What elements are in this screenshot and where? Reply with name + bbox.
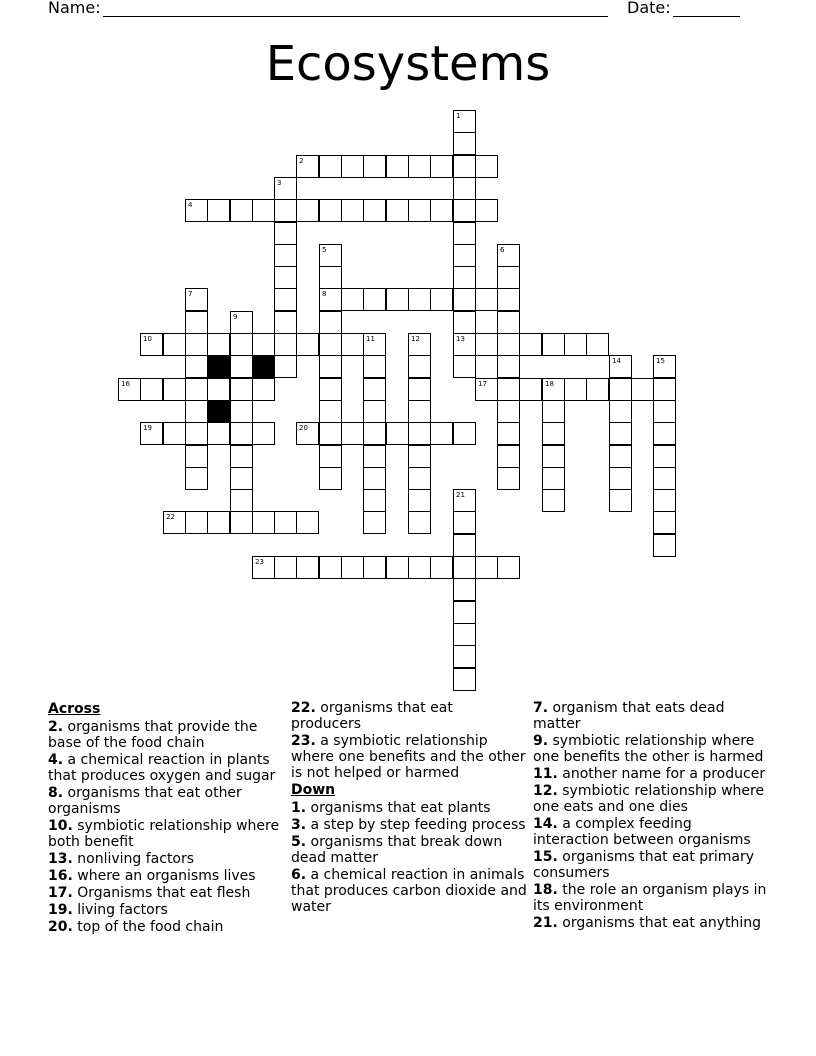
grid-cell[interactable]	[341, 288, 364, 311]
grid-cell[interactable]	[609, 400, 632, 423]
grid-cell[interactable]	[564, 378, 587, 401]
grid-cell[interactable]	[185, 333, 208, 356]
grid-cell[interactable]	[319, 445, 342, 468]
clue-down-7: 7. organism that eats dead matter	[533, 700, 725, 732]
grid-cell[interactable]	[296, 155, 319, 178]
grid-cell[interactable]	[274, 222, 297, 245]
grid-cell[interactable]	[363, 511, 386, 534]
grid-cell[interactable]	[453, 422, 476, 445]
grid-cell[interactable]	[319, 333, 342, 356]
clue-number: 22	[166, 513, 175, 521]
grid-cell[interactable]	[363, 199, 386, 222]
clues-column-2	[291, 700, 527, 916]
grid-cell[interactable]	[386, 422, 409, 445]
clues-column-1	[48, 700, 286, 936]
clue-across-23: 23. a symbiotic relationship where one benefits and the other is not helped or harmed	[291, 733, 526, 781]
grid-cell[interactable]	[430, 155, 453, 178]
clue-number: 9	[233, 313, 238, 321]
clue-across-10: 10. symbiotic relationship where both benefit	[48, 818, 280, 850]
grid-cell[interactable]	[274, 288, 297, 311]
clue-down-14: 14. a complex feeding interaction between organisms	[533, 816, 751, 848]
grid-cell[interactable]	[453, 601, 476, 624]
grid-cell[interactable]	[185, 511, 208, 534]
grid-cell[interactable]	[319, 311, 342, 334]
grid-cell[interactable]	[319, 355, 342, 378]
grid-cell[interactable]	[230, 445, 253, 468]
clue-down-1: 1. organisms that eat plants	[291, 800, 491, 816]
grid-cell[interactable]	[475, 556, 498, 579]
grid-cell[interactable]	[430, 422, 453, 445]
grid-cell[interactable]	[475, 288, 498, 311]
grid-cell[interactable]	[408, 378, 431, 401]
grid-cell[interactable]	[408, 155, 431, 178]
grid-cell[interactable]	[296, 422, 319, 445]
grid-cell[interactable]	[653, 445, 676, 468]
grid-cell[interactable]	[653, 378, 676, 401]
clue-across-20: 20. top of the food chain	[48, 919, 224, 935]
clue-number: 14	[612, 357, 621, 365]
grid-cell[interactable]	[653, 355, 676, 378]
grid-cell[interactable]	[230, 467, 253, 490]
clue-number: 2	[299, 157, 304, 165]
grid-cell[interactable]	[453, 199, 476, 222]
grid-cell[interactable]	[319, 155, 342, 178]
grid-cell[interactable]	[453, 511, 476, 534]
clue-down-5: 5. organisms that break down dead matter	[291, 834, 503, 866]
clue-across-8: 8. organisms that eat other organisms	[48, 785, 242, 817]
clue-down-3: 3. a step by step feeding process	[291, 817, 526, 833]
grid-cell[interactable]	[408, 556, 431, 579]
date-label: Date:	[627, 0, 671, 17]
grid-cell[interactable]	[542, 378, 565, 401]
grid-cell[interactable]	[453, 645, 476, 668]
grid-cell[interactable]	[274, 199, 297, 222]
grid-cell[interactable]	[408, 489, 431, 512]
grid-cell[interactable]	[497, 400, 520, 423]
grid-cell[interactable]	[363, 288, 386, 311]
grid-cell[interactable]	[497, 244, 520, 267]
clue-number: 20	[299, 424, 308, 432]
grid-cell[interactable]	[319, 244, 342, 267]
grid-cell[interactable]	[207, 378, 230, 401]
grid-cell[interactable]	[386, 288, 409, 311]
grid-cell[interactable]	[252, 378, 275, 401]
grid-cell[interactable]	[408, 355, 431, 378]
grid-cell[interactable]	[185, 199, 208, 222]
grid-cell[interactable]	[363, 155, 386, 178]
clue-across-19: 19. living factors	[48, 902, 168, 918]
clue-number: 11	[366, 335, 375, 343]
grid-cell[interactable]	[252, 333, 275, 356]
grid-cell[interactable]	[363, 422, 386, 445]
clue-number: 23	[255, 558, 264, 566]
grid-cell[interactable]	[519, 333, 542, 356]
grid-cell[interactable]	[230, 400, 253, 423]
grid-cell[interactable]	[296, 333, 319, 356]
clue-number: 21	[456, 491, 465, 499]
grid-cell[interactable]	[408, 445, 431, 468]
grid-cell[interactable]	[363, 489, 386, 512]
grid-cell[interactable]	[185, 400, 208, 423]
grid-cell[interactable]	[230, 511, 253, 534]
clue-number: 19	[143, 424, 152, 432]
grid-cell[interactable]	[453, 288, 476, 311]
grid-cell[interactable]	[408, 511, 431, 534]
clue-down-18: 18. the role an organism plays in its environment	[533, 882, 767, 914]
grid-cell[interactable]	[363, 556, 386, 579]
clue-number: 6	[500, 246, 505, 254]
grid-cell[interactable]	[408, 400, 431, 423]
clue-across-22: 22. organisms that eat producers	[291, 700, 453, 732]
clue-number: 18	[545, 380, 554, 388]
grid-cell[interactable]	[497, 311, 520, 334]
grid-cell[interactable]	[363, 333, 386, 356]
clue-down-21: 21. organisms that eat anything	[533, 915, 762, 931]
grid-cell[interactable]	[296, 199, 319, 222]
grid-cell[interactable]	[542, 467, 565, 490]
grid-cell[interactable]	[185, 378, 208, 401]
grid-cell[interactable]	[408, 333, 431, 356]
grid-cell[interactable]	[252, 511, 275, 534]
clue-number: 7	[188, 290, 193, 298]
grid-cell[interactable]	[252, 422, 275, 445]
name-label: Name:	[48, 0, 101, 17]
grid-cell[interactable]	[230, 333, 253, 356]
down-heading: Down	[291, 782, 336, 798]
grid-cell[interactable]	[207, 511, 230, 534]
clue-number: 16	[121, 380, 130, 388]
grid-cell[interactable]	[453, 668, 476, 691]
grid-cell[interactable]	[140, 422, 163, 445]
grid-cell[interactable]	[653, 489, 676, 512]
grid-cell[interactable]	[453, 534, 476, 557]
grid-cell[interactable]	[163, 511, 186, 534]
grid-cell[interactable]	[296, 511, 319, 534]
clue-number: 4	[188, 201, 193, 209]
grid-cell[interactable]	[341, 333, 364, 356]
grid-cell[interactable]	[453, 556, 476, 579]
grid-cell[interactable]	[207, 199, 230, 222]
clue-across-2: 2. organisms that provide the base of the food chain	[48, 719, 258, 751]
grid-cell[interactable]	[319, 199, 342, 222]
clue-number: 13	[456, 335, 465, 343]
grid-cell[interactable]	[185, 288, 208, 311]
grid-cell[interactable]	[408, 199, 431, 222]
clues-column-3	[533, 700, 769, 932]
grid-cell[interactable]	[453, 155, 476, 178]
grid-cell[interactable]	[163, 333, 186, 356]
grid-cell[interactable]	[408, 288, 431, 311]
across-heading: Across	[48, 701, 101, 717]
grid-cell[interactable]	[497, 445, 520, 468]
grid-cell[interactable]	[453, 266, 476, 289]
grid-cell[interactable]	[185, 467, 208, 490]
grid-cell[interactable]	[230, 422, 253, 445]
grid-cell[interactable]	[609, 489, 632, 512]
grid-cell[interactable]	[252, 199, 275, 222]
grid-cell[interactable]	[609, 445, 632, 468]
grid-cell[interactable]	[230, 355, 253, 378]
grid-cell[interactable]	[475, 378, 498, 401]
clue-down-11: 11. another name for a producer	[533, 766, 766, 782]
grid-cell[interactable]	[386, 155, 409, 178]
grid-cell[interactable]	[453, 623, 476, 646]
page-title: Ecosystems	[265, 36, 551, 92]
grid-cell[interactable]	[609, 467, 632, 490]
grid-cell[interactable]	[542, 400, 565, 423]
black-square	[252, 355, 275, 378]
grid-cell[interactable]	[163, 378, 186, 401]
grid-cell[interactable]	[430, 556, 453, 579]
grid-cell[interactable]	[653, 400, 676, 423]
grid-cell[interactable]	[319, 378, 342, 401]
grid-cell[interactable]	[319, 467, 342, 490]
clue-down-15: 15. organisms that eat primary consumers	[533, 849, 755, 881]
grid-cell[interactable]	[453, 110, 476, 133]
grid-cell[interactable]	[319, 288, 342, 311]
grid-cell[interactable]	[430, 288, 453, 311]
black-square	[207, 355, 230, 378]
grid-cell[interactable]	[230, 489, 253, 512]
grid-cell[interactable]	[453, 177, 476, 200]
clue-number: 3	[277, 179, 282, 187]
grid-cell[interactable]	[497, 467, 520, 490]
grid-cell[interactable]	[653, 534, 676, 557]
grid-cell[interactable]	[497, 266, 520, 289]
clue-across-4: 4. a chemical reaction in plants that produces oxygen and sugar	[48, 752, 276, 784]
grid-cell[interactable]	[386, 199, 409, 222]
grid-cell[interactable]	[319, 266, 342, 289]
grid-cell[interactable]	[363, 378, 386, 401]
grid-cell[interactable]	[586, 378, 609, 401]
grid-cell[interactable]	[363, 445, 386, 468]
grid-cell[interactable]	[408, 422, 431, 445]
clue-down-12: 12. symbiotic relationship where one eats and one dies	[533, 783, 765, 815]
grid-cell[interactable]	[386, 556, 409, 579]
grid-cell[interactable]	[453, 311, 476, 334]
clue-number: 10	[143, 335, 152, 343]
grid-cell[interactable]	[497, 355, 520, 378]
grid-cell[interactable]	[274, 266, 297, 289]
clue-number: 17	[478, 380, 487, 388]
clue-number: 15	[656, 357, 665, 365]
grid-cell[interactable]	[653, 511, 676, 534]
grid-cell[interactable]	[274, 311, 297, 334]
grid-cell[interactable]	[274, 333, 297, 356]
clue-number: 1	[456, 112, 461, 120]
grid-cell[interactable]	[453, 578, 476, 601]
grid-cell[interactable]	[363, 467, 386, 490]
grid-cell[interactable]	[140, 333, 163, 356]
grid-cell[interactable]	[185, 311, 208, 334]
grid-cell[interactable]	[274, 511, 297, 534]
black-square	[207, 400, 230, 423]
clue-across-16: 16. where an organisms lives	[48, 868, 256, 884]
grid-cell[interactable]	[519, 378, 542, 401]
grid-cell[interactable]	[341, 199, 364, 222]
grid-cell[interactable]	[542, 489, 565, 512]
grid-cell[interactable]	[453, 355, 476, 378]
clue-across-13: 13. nonliving factors	[48, 851, 195, 867]
grid-cell[interactable]	[207, 333, 230, 356]
grid-cell[interactable]	[542, 422, 565, 445]
grid-cell[interactable]	[296, 556, 319, 579]
grid-cell[interactable]	[185, 422, 208, 445]
grid-cell[interactable]	[497, 333, 520, 356]
grid-cell[interactable]	[230, 199, 253, 222]
grid-cell[interactable]	[564, 333, 587, 356]
grid-cell[interactable]	[341, 422, 364, 445]
grid-cell[interactable]	[586, 333, 609, 356]
grid-cell[interactable]	[274, 177, 297, 200]
grid-cell[interactable]	[497, 288, 520, 311]
grid-cell[interactable]	[230, 311, 253, 334]
grid-cell[interactable]	[475, 199, 498, 222]
grid-cell[interactable]	[319, 422, 342, 445]
grid-cell[interactable]	[274, 244, 297, 267]
grid-cell[interactable]	[453, 489, 476, 512]
grid-cell[interactable]	[341, 155, 364, 178]
grid-cell[interactable]	[453, 333, 476, 356]
grid-cell[interactable]	[653, 422, 676, 445]
grid-cell[interactable]	[653, 467, 676, 490]
grid-cell[interactable]	[609, 378, 632, 401]
clue-number: 5	[322, 246, 327, 254]
grid-cell[interactable]	[163, 422, 186, 445]
grid-cell[interactable]	[274, 556, 297, 579]
grid-cell[interactable]	[542, 333, 565, 356]
grid-cell[interactable]	[341, 556, 364, 579]
grid-cell[interactable]	[475, 333, 498, 356]
grid-cell[interactable]	[453, 222, 476, 245]
grid-cell[interactable]	[408, 467, 431, 490]
grid-cell[interactable]	[542, 445, 565, 468]
grid-cell[interactable]	[453, 244, 476, 267]
grid-cell[interactable]	[453, 132, 476, 155]
grid-cell[interactable]	[363, 355, 386, 378]
grid-cell[interactable]	[497, 556, 520, 579]
grid-cell[interactable]	[118, 378, 141, 401]
grid-cell[interactable]	[497, 378, 520, 401]
grid-cell[interactable]	[319, 556, 342, 579]
clue-number: 12	[411, 335, 420, 343]
clue-across-17: 17. Organisms that eat flesh	[48, 885, 251, 901]
grid-cell[interactable]	[631, 378, 654, 401]
grid-cell[interactable]	[319, 400, 342, 423]
grid-cell[interactable]	[609, 422, 632, 445]
grid-cell[interactable]	[185, 355, 208, 378]
grid-cell[interactable]	[230, 378, 253, 401]
clue-number: 8	[322, 290, 327, 298]
clue-down-9: 9. symbiotic relationship where one benefits the other is harmed	[533, 733, 764, 765]
grid-cell[interactable]	[207, 422, 230, 445]
grid-cell[interactable]	[363, 400, 386, 423]
grid-cell[interactable]	[497, 422, 520, 445]
clue-down-6: 6. a chemical reaction in animals that produces carbon dioxide and water	[291, 867, 527, 915]
grid-cell[interactable]	[140, 378, 163, 401]
grid-cell[interactable]	[252, 556, 275, 579]
grid-cell[interactable]	[609, 355, 632, 378]
grid-cell[interactable]	[475, 155, 498, 178]
grid-cell[interactable]	[185, 445, 208, 468]
grid-cell[interactable]	[274, 355, 297, 378]
grid-cell[interactable]	[430, 199, 453, 222]
